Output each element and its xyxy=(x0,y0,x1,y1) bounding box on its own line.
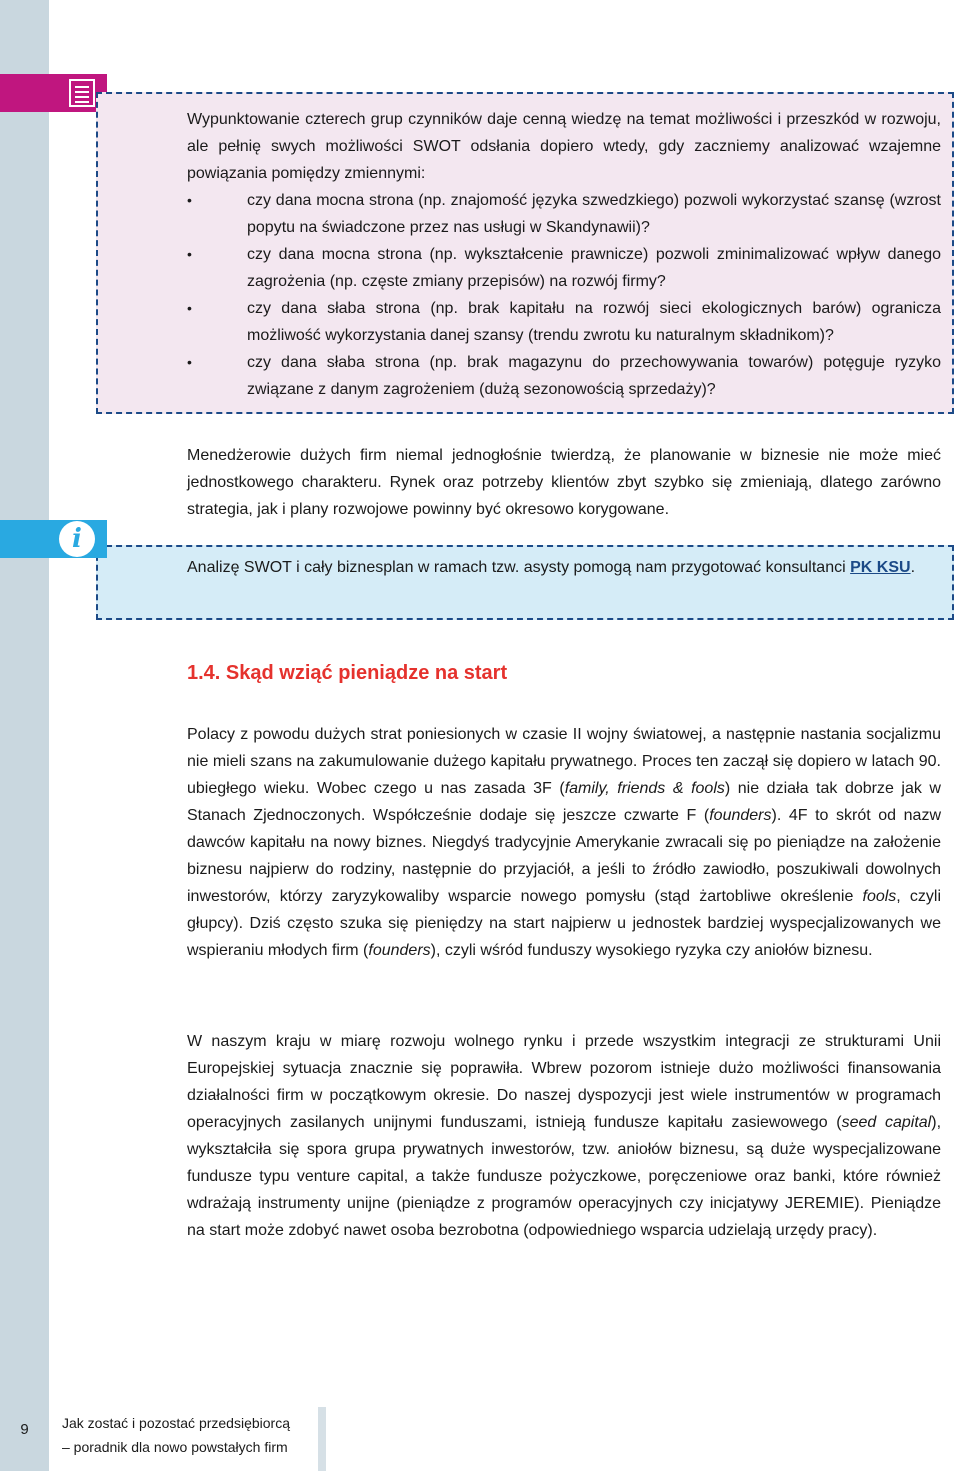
managers-paragraph: Menedżerowie dużych firm niemal jednogłośnie twierdzą, że planowanie w biznesie nie może mieć jednostkowego charakteru. Rynek oraz potrzeby klientów zbyt szybko się zmieniają, dlatego zarówno strategia, jak i plany rozwojowe powinny być okresowo korygowane. xyxy=(187,447,941,518)
swot-intro: Wypunktowanie czterech grup czynników daje cenną wiedzę na temat możliwości i przeszkód w rozwoju, ale pełnię swych możliwości SWOT odsłania dopiero wtedy, gdy zaczniemy analizować wzajemne powiązania pomiędzy zmiennymi: xyxy=(187,111,941,182)
list-item: • czy dana mocna strona (np. wykształcenie prawnicze) pozwoli zminimalizować wpływ danego zagrożenia (np. częste zmiany przepisów) na rozwój firmy? xyxy=(187,241,941,295)
footer-title: Jak zostać i pozostać przedsiębiorcą xyxy=(62,1415,290,1431)
list-icon xyxy=(69,79,95,107)
list-item: • czy dana słaba strona (np. brak magazynu do przechowywania towarów) potęguje ryzyko związane z danym zagrożeniem (dużą sezonowością sprzedaży)? xyxy=(187,349,941,403)
paragraph-funding-history: Polacy z powodu dużych strat poniesionych w czasie II wojny światowej, a następnie nastania socjalizmu nie mieli szans na zakumulowanie dużego kapitału prywatnego. Proces ten zaczął się dopiero w latach 90. ubiegłego wieku. Wobec czego u nas zasada 3F (family, friends & fools) nie działa tak dobrze jak w Stanach Zjednoczonych. Współcześnie dodaje się jeszcze czwarte F (founders). 4F to skrót od nazw dawców kapitału na nowy biznes. Niegdyś tradycyjnie Amerykanie zwracali się po pieniądze na założenie biznesu najpierw do rodziny, następnie do przyjaciół, a jeśli to źródło zawiodło, poszukiwali dowolnych inwestorów, którzy zaryzykowaliby wsparcie nowego pomysłu (stąd żartobliwe określenie fools, czyli głupcy). Dziś często szuka się pieniędzy na start najpierw u jednostek bardziej wyspecjalizowanych we wspieraniu młodych firm (founders), czyli wśród funduszy wysokiego ryzyka czy aniołów biznesu. xyxy=(187,726,942,959)
left-margin-strip xyxy=(0,0,49,1471)
section-heading: 1.4. Skąd wziąć pieniądze na start xyxy=(187,662,508,684)
paragraph-funding-poland: W naszym kraju w miarę rozwoju wolnego rynku i przede wszystkim integracji ze strukturami Unii Europejskiej sytuacja znacznie się poprawiła. Wbrew pozorom istnieje dużo możliwości finansowania działalności firm w początkowym okresie. Do naszej dyspozycji jest wiele instrumentów w programach operacyjnych zasilanych unijnymi funduszami, istnieją fundusze kapitału zasiewowego (seed capital), wykształciła się spora grupa prywatnych inwestorów, tzw. aniołów biznesu, są duże wyspecjalizowane fundusze typu venture capital, a także fundusze pożyczkowe, poręczeniowe oraz banki, które również wdrażają instrumenty unijne (pieniądze z programów operacyjnych czy inicjatywy JEREMIE). Pieniądze na start może zdobyć nawet osoba bezrobotna (odpowiedniego wsparcia udzielają urzędy pracy). xyxy=(187,1033,942,1239)
pk-ksu-link[interactable]: PK KSU xyxy=(850,559,911,576)
swot-box-content xyxy=(187,106,941,403)
swot-bullet-list xyxy=(187,187,941,403)
info-box-content: Analizę SWOT i cały biznesplan w ramach tzw. asysty pomogą nam przygotować konsultanci PK KSU. xyxy=(187,559,916,576)
info-text: Analizę SWOT i cały biznesplan w ramach tzw. asysty pomogą nam przygotować konsultanci xyxy=(187,559,846,576)
footer-subtitle: – poradnik dla nowo powstałych firm xyxy=(62,1439,288,1455)
page-number: 9 xyxy=(20,1421,29,1438)
list-item: • czy dana słaba strona (np. brak kapitału na rozwój sieci ekologicznych barów) ogranicza możliwość wykorzystania danej szansy (trendu zwrotu ku naturalnym składnikom)? xyxy=(187,295,941,349)
list-item: • czy dana mocna strona (np. znajomość języka szwedzkiego) pozwoli wykorzystać szansę (wzrost popytu na świadczone przez nas usługi w Skandynawii)? xyxy=(187,187,941,241)
footer-divider xyxy=(318,1407,326,1471)
info-icon: i xyxy=(59,521,95,557)
